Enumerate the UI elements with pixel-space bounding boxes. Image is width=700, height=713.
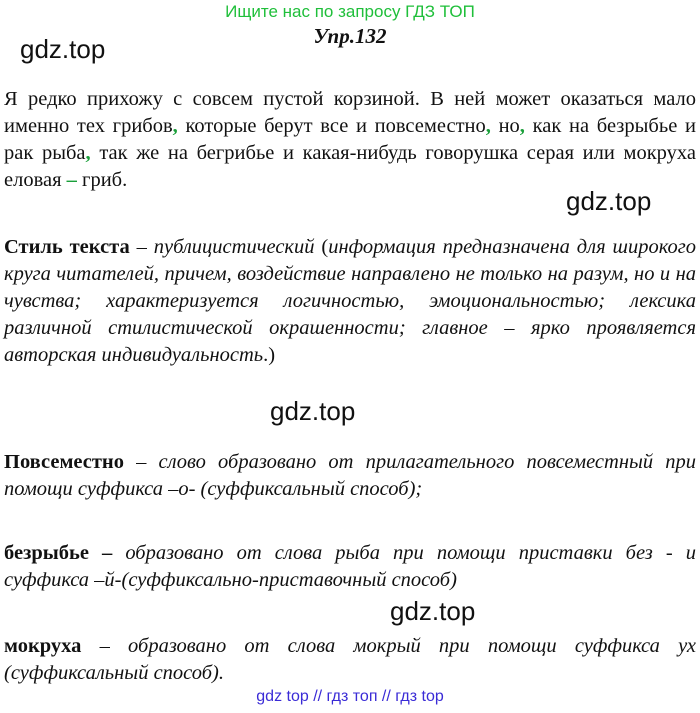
style-close-paren: .): [263, 344, 276, 366]
style-label: Стиль текста: [4, 236, 130, 258]
word-dash: –: [81, 635, 129, 657]
highlighted-comma: ,: [519, 115, 525, 137]
word-analysis-paragraph: [4, 540, 696, 594]
text-paragraph: [4, 86, 696, 194]
style-open-paren: (: [314, 236, 329, 258]
highlighted-dash: –: [66, 169, 77, 191]
search-banner: Ищите нас по запросу ГДЗ ТОП: [225, 2, 475, 21]
text-segment: Я редко прихожу с совсем пустой корзиной. В ней может оказаться мало именно тех грибов: [4, 88, 696, 137]
word-dash: –: [124, 451, 159, 473]
text-segment: как на безрыбье и рак рыба: [4, 115, 696, 164]
word-explanation: образовано от слова рыба при помощи приставки без - и суффикса –й-(суффиксально-приставочный способ): [4, 542, 697, 591]
highlighted-comma: ,: [485, 115, 491, 137]
exercise-title: Упр.132: [313, 24, 387, 48]
word-term: мокруха: [4, 635, 82, 657]
word-analysis-paragraph: [4, 449, 696, 503]
highlighted-comma: ,: [85, 142, 91, 164]
style-paragraph: [4, 234, 696, 369]
style-value: публицистический: [153, 236, 315, 258]
style-dash: –: [129, 236, 154, 258]
text-segment: так же на бегрибье и какая-нибудь говорушка серая или мокруха еловая: [4, 142, 696, 191]
watermark: gdz.top: [390, 596, 476, 626]
highlighted-comma: ,: [172, 115, 178, 137]
watermark: gdz.top: [20, 34, 106, 64]
word-term: Повсеместно: [4, 451, 124, 473]
watermark: gdz.top: [270, 396, 356, 426]
word-explanation: слово образовано от прилагательного повсеместный при помощи суффикса –о- (суффиксальный способ);: [4, 451, 696, 500]
style-description: информация предназначена для широкого круга читателей, причем, воздействие направлено не только на разум, но и на чувства; характеризуется логичностью, эмоциональностью; лексика различной стилистической окрашенности; главное – ярко проявляется авторская индивидуальность: [4, 236, 696, 366]
text-segment: но: [490, 115, 520, 137]
word-analysis-paragraph: [4, 633, 696, 687]
word-term: безрыбье –: [4, 542, 113, 564]
word-dash: [112, 542, 125, 564]
word-explanation: образовано от слова мокрый при помощи суффикса ух (суффиксальный способ).: [4, 635, 697, 684]
text-segment: гриб.: [76, 169, 128, 191]
text-segment: которые берут все и повсеместно: [177, 115, 486, 137]
footer-links: gdz top // гдз топ // гдз top: [256, 688, 444, 705]
watermark: gdz.top: [566, 186, 652, 216]
